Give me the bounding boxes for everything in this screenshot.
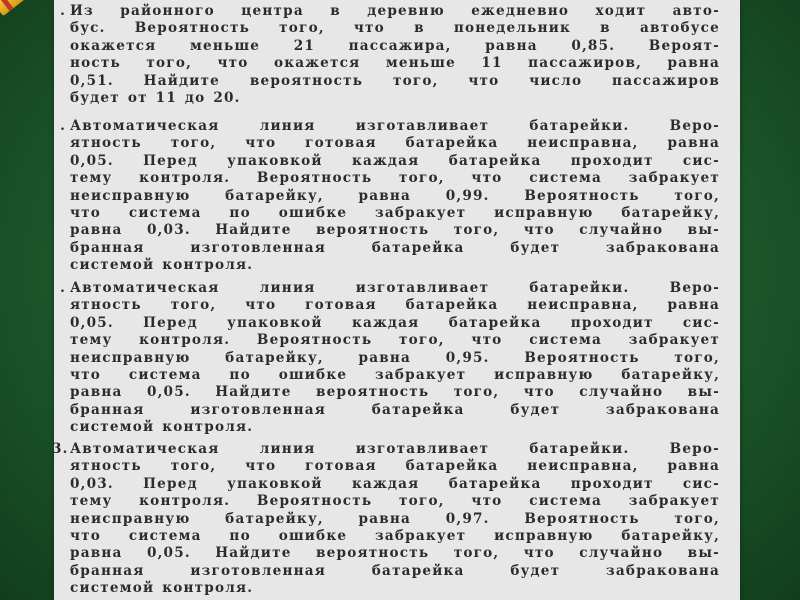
text-line: что система по ошибке забракует исправную батарейку, — [70, 205, 720, 222]
text-line: 0,05. Перед упаковкой каждая батарейка проходит сис- — [70, 314, 720, 331]
text-line: Автоматическая линия изготавливает батарейки. Веро- — [70, 118, 720, 134]
text-line: окажется меньше 21 пассажира, равна 0,85. Вероят- — [70, 37, 720, 54]
text-line: равна 0,03. Найдите вероятность того, что случайно вы- — [70, 222, 720, 239]
text-line: системой контроля. — [70, 580, 254, 597]
problem-number: . — [60, 3, 66, 19]
text-line: равна 0,05. Найдите вероятность того, что случайно вы- — [70, 545, 720, 562]
problem-2 — [54, 118, 720, 275]
document-page — [54, 0, 740, 600]
problem-4 — [54, 441, 720, 598]
text-line: ятность того, что готовая батарейка неисправна, равна — [70, 135, 720, 152]
problem-number: 3. — [52, 441, 69, 457]
text-line: бранная изготовленная батарейка будет забракована — [70, 401, 720, 418]
text-line: тему контроля. Вероятность того, что система забракует — [70, 493, 720, 510]
text-line: системой контроля. — [70, 419, 254, 436]
text-line: Из районного центра в деревню ежедневно ходит авто- — [70, 3, 720, 19]
text-line: неисправную батарейку, равна 0,95. Вероятность того, — [70, 349, 720, 366]
problem-3 — [54, 280, 720, 437]
text-line: 0,51. Найдите вероятность того, что число пассажиров — [70, 72, 720, 89]
problem-number: . — [60, 280, 66, 296]
text-line: ятность того, что готовая батарейка неисправна, равна — [70, 297, 720, 314]
text-line: будет от 11 до 20. — [70, 90, 241, 107]
text-line: что система по ошибке забракует исправную батарейку, — [70, 367, 720, 384]
text-line: тему контроля. Вероятность того, что система забракует — [70, 170, 720, 187]
problem-number: . — [60, 118, 66, 134]
text-line: 0,03. Перед упаковкой каждая батарейка проходит сис- — [70, 475, 720, 492]
text-line: бранная изготовленная батарейка будет забракована — [70, 239, 720, 256]
text-line: системой контроля. — [70, 257, 254, 274]
text-line: равна 0,05. Найдите вероятность того, что случайно вы- — [70, 384, 720, 401]
text-line: бранная изготовленная батарейка будет забракована — [70, 562, 720, 579]
text-line: ятность того, что готовая батарейка неисправна, равна — [70, 458, 720, 475]
problem-1 — [54, 3, 720, 107]
text-line: ность того, что окажется меньше 11 пассажиров, равна — [70, 55, 720, 72]
text-line: тему контроля. Вероятность того, что система забракует — [70, 332, 720, 349]
text-line: неисправную батарейку, равна 0,97. Вероятность того, — [70, 510, 720, 527]
text-line: бус. Вероятность того, что в понедельник в автобусе — [70, 20, 720, 37]
text-line: 0,05. Перед упаковкой каждая батарейка проходит сис- — [70, 152, 720, 169]
text-line: Автоматическая линия изготавливает батарейки. Веро- — [70, 441, 720, 457]
text-line: что система по ошибке забракует исправную батарейку, — [70, 528, 720, 545]
text-line: Автоматическая линия изготавливает батарейки. Веро- — [70, 280, 720, 296]
text-line: неисправную батарейку, равна 0,99. Вероятность того, — [70, 187, 720, 204]
